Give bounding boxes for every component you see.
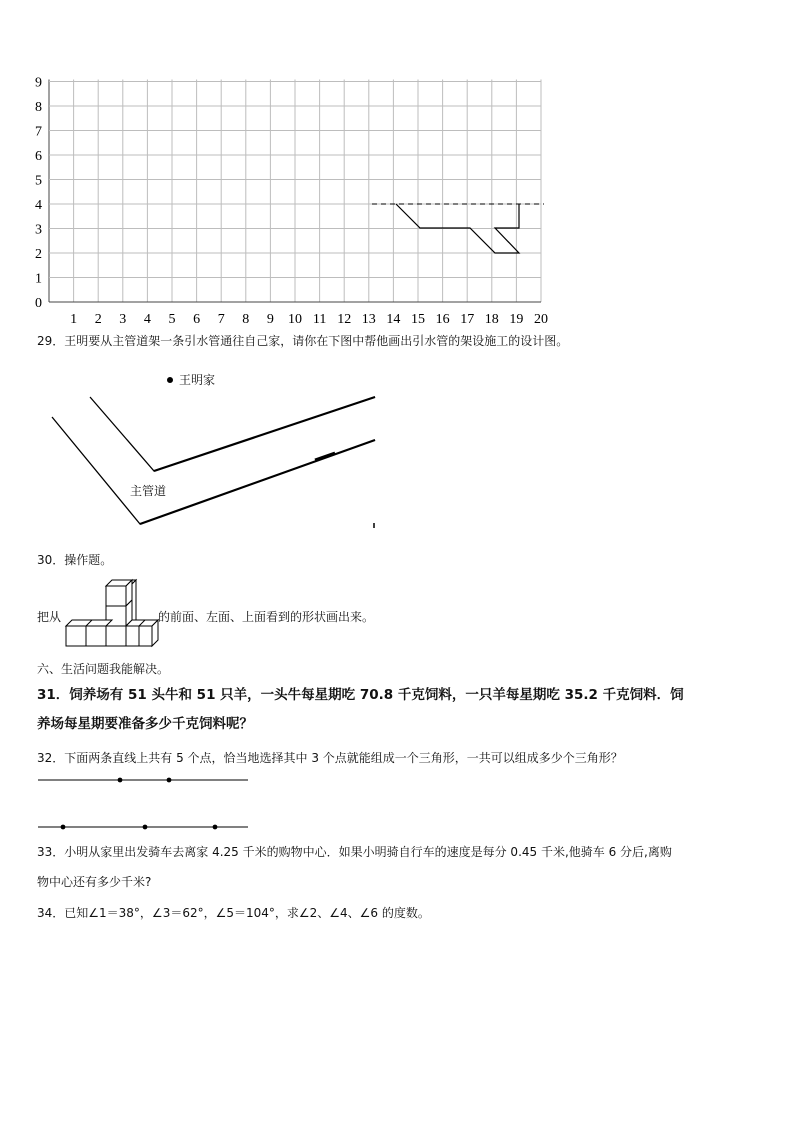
x-tick-label: 16 [435,312,450,327]
question-33-line-2: 物中心还有多少千米? [37,875,152,889]
x-tick-label: 7 [217,312,225,327]
x-tick-label: 4 [143,312,151,327]
question-31-line-1: 31．饲养场有 51 头牛和 51 只羊，一头牛每星期吃 70.8 千克饲料，一只羊每星期吃 35.2 千克饲料．饲 [37,687,684,703]
x-tick-label: 15 [411,312,425,327]
x-tick-label: 9 [266,312,274,327]
x-tick-label: 3 [119,312,127,327]
question-30-suffix: 的前面、左面、上面看到的形状画出来。 [158,610,375,624]
question-31-line-2: 养场每星期要准备多少千克饲料呢？ [37,716,253,732]
x-tick-label: 1 [70,312,78,327]
x-tick-label: 11 [312,312,327,327]
lower-point-3 [213,825,218,830]
x-axis-labels [70,312,548,327]
road-inner-line [90,397,375,471]
question-30-prefix: 把从 [37,610,62,624]
coordinate-grid [0,0,794,335]
x-tick-label: 12 [337,312,352,327]
y-tick-label: 3 [35,222,42,238]
section-6-title: 六、生活问题我能解决。 [37,662,170,676]
x-tick-label: 14 [386,312,401,327]
x-tick-label: 8 [242,312,250,327]
y-tick-label: 2 [35,247,42,262]
y-tick-label: 7 [35,124,42,140]
y-tick-label: 5 [35,173,42,189]
upper-point-2 [167,778,172,783]
pipe-diagram [40,365,380,535]
question-33-line-1: 33．小明从家里出发骑车去离家 4.25 千米的购物中心．如果小明骑自行车的速度是每分 0.45 千米,他骑车 6 分后,离购 [37,845,672,859]
question-30: 30．操作题。 [37,553,113,567]
x-tick-label: 2 [94,312,102,327]
x-tick-label: 6 [193,312,201,327]
y-tick-label: 6 [35,149,42,164]
road-inner-thick [154,397,375,471]
x-tick-label: 18 [484,312,499,327]
lower-point-2 [143,825,148,830]
x-tick-label: 19 [509,312,524,327]
y-axis-labels [35,76,42,312]
x-tick-label: 20 [534,312,548,327]
pipe-label: 主管道 [130,484,167,498]
cube-stack-figure [64,578,160,650]
x-tick-label: 5 [168,312,176,327]
question-32: 32．下面两条直线上共有 5 个点，恰当地选择其中 3 个点就能组成一个三角形，一共可以组成多少个三角形？ [37,751,623,765]
question-34: 34．已知∠1＝38°，∠3＝62°，∠5＝104°，求∠2、∠4、∠6 的度数。 [37,906,430,920]
house-label: 王明家 [179,373,216,387]
house-point [167,377,173,383]
y-tick-label: 4 [35,198,42,213]
upper-point-1 [118,778,123,783]
y-tick-label: 0 [35,296,42,311]
main-pipe-line [52,417,375,524]
y-tick-label: 8 [35,100,42,115]
y-tick-label: 9 [35,75,42,91]
x-tick-label: 13 [361,312,376,327]
lower-point-1 [61,825,66,830]
x-tick-label: 10 [288,312,302,327]
grid-lines [49,80,541,303]
question-29: 29．王明要从主管道架一条引水管通往自己家，请你在下图中帮他画出引水管的架设施工的设计图。 [37,334,569,348]
main-pipe-thick [140,440,375,524]
x-tick-label: 17 [460,312,475,327]
y-tick-label: 1 [35,271,42,287]
two-lines-figure [36,772,252,834]
